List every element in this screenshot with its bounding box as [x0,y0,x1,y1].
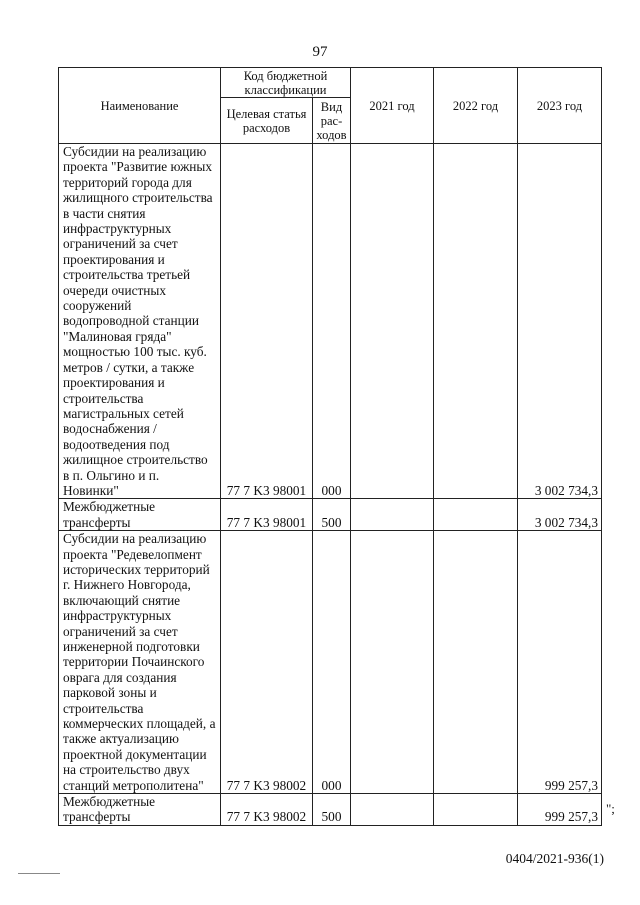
closing-quote-mark: "; [606,801,615,816]
row-2023: 3 002 734,3 [518,144,602,499]
row-name: Межбюджетные трансферты [59,794,221,826]
row-target-article: 77 7 K3 98001 [221,499,313,531]
header-budget-code: Код бюджетной классификации [221,68,351,98]
document-code: 0404/2021-936(1) [505,851,604,866]
row-expense-type: 500 [313,499,351,531]
row-2021 [351,531,434,794]
row-expense-type: 500 [313,794,351,826]
row-2022 [434,499,518,531]
row-expense-type: 000 [313,144,351,499]
row-2021 [351,144,434,499]
table-row [59,531,602,794]
row-target-article: 77 7 K3 98002 [221,531,313,794]
table-row [59,144,602,499]
table-row [59,794,602,826]
header-target-article: Целевая статья расходов [221,98,313,144]
budget-table [58,67,602,826]
header-2023: 2023 год [518,68,602,144]
table-row [59,499,602,531]
row-target-article: 77 7 K3 98001 [221,144,313,499]
row-expense-type: 000 [313,531,351,794]
row-2021 [351,499,434,531]
row-target-article: 77 7 K3 98002 [221,794,313,826]
row-2023: 3 002 734,3 [518,499,602,531]
row-2021 [351,794,434,826]
header-name: Наименование [59,68,221,144]
row-name: Субсидии на реализацию проекта "Развитие южных территорий города для жилищного строительства в части снятия инфраструктурных ограничений за счет проектирования и строительства третьей очереди очистных сооружений водопроводной станции "Малиновая гряда" мощностью 100 тыс. куб. метров / сутки, а также проектирования и строительства магистральных сетей водоснабжения / водоотведения под жилищное строительство в п. Ольгино и п. Новинки" [59,144,221,499]
row-2023: 999 257,3 [518,794,602,826]
row-2023: 999 257,3 [518,531,602,794]
margin-divider [18,873,60,874]
row-2022 [434,531,518,794]
page-number: 97 [312,44,328,60]
row-2022 [434,794,518,826]
header-expense-type: Вид рас-ходов [313,98,351,144]
header-2021: 2021 год [351,68,434,144]
header-2022: 2022 год [434,68,518,144]
row-2022 [434,144,518,499]
row-name: Субсидии на реализацию проекта "Редевелопмент исторических территорий г. Нижнего Новгорода, включающий снятие инфраструктурных ограничений за счет инженерной подготовки территории Почаинского оврага для создания парковой зоны и строительства коммерческих площадей, а также актуализацию проектной документации на строительство двух станций метрополитена" [59,531,221,794]
row-name: Межбюджетные трансферты [59,499,221,531]
